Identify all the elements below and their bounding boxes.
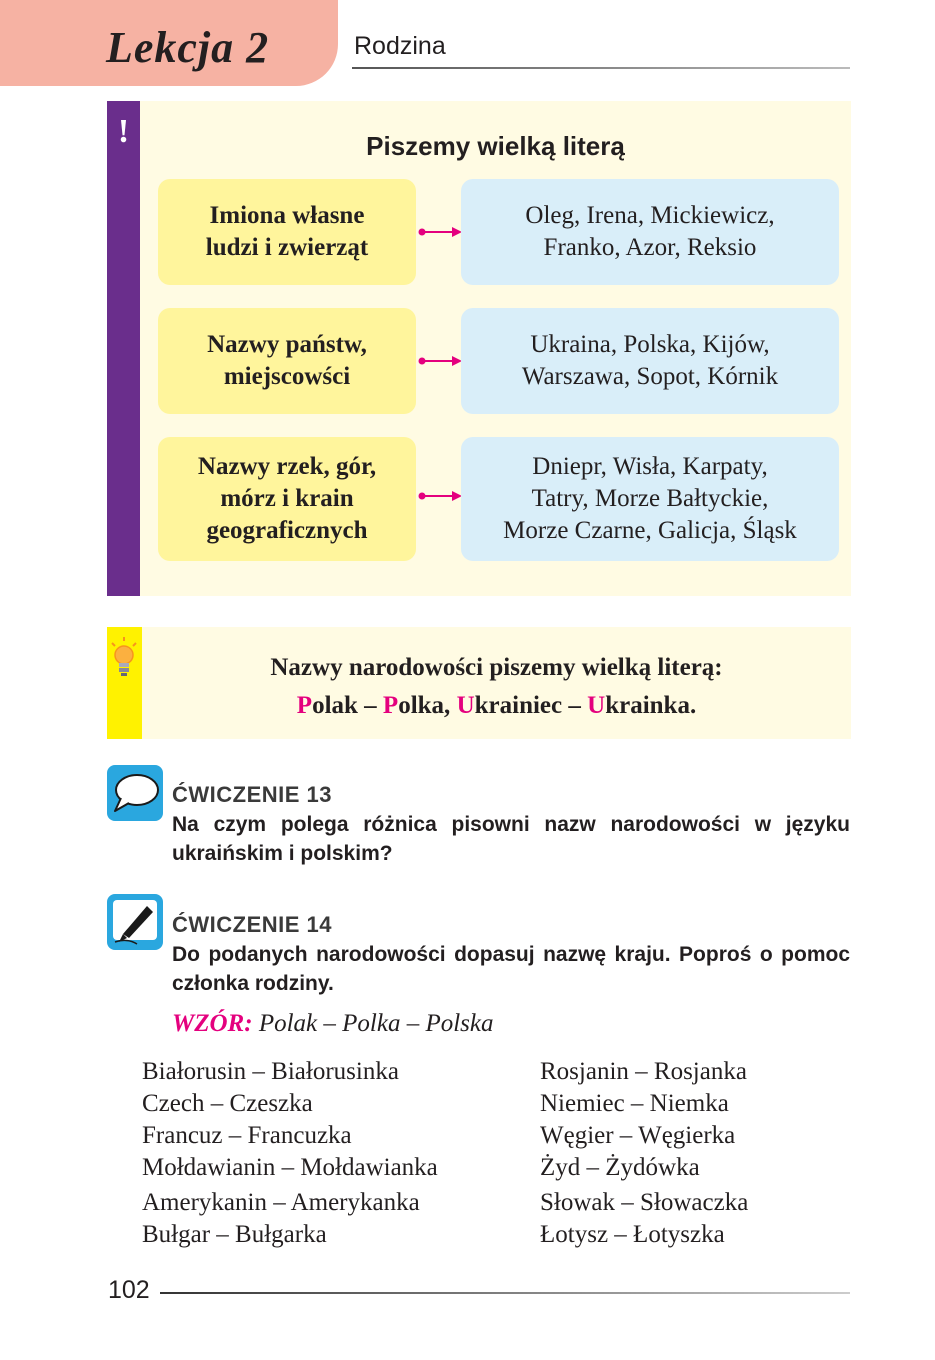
example-line: Oleg, Irena, Mickiewicz, bbox=[525, 202, 775, 229]
capital-initial: U bbox=[456, 692, 475, 719]
tip-line-1: Nazwy narodowości piszemy wielką literą: bbox=[270, 654, 723, 681]
word-rest: olak – bbox=[312, 692, 383, 719]
capital-initial: P bbox=[296, 692, 313, 719]
arrow-right-icon bbox=[418, 354, 462, 368]
topic-title: Rodzina bbox=[354, 32, 446, 60]
category-box-countries bbox=[158, 308, 416, 414]
exercise-13-title: ĆWICZENIE 13 bbox=[172, 782, 333, 807]
page-number: 102 bbox=[108, 1276, 150, 1304]
list-item: Węgier – Węgierka bbox=[540, 1122, 736, 1149]
list-item: Bułgar – Bułgarka bbox=[142, 1221, 327, 1248]
example-line: Ukraina, Polska, Kijów, bbox=[530, 331, 770, 358]
capital-initial: U bbox=[587, 692, 606, 719]
tip-side-bar bbox=[107, 627, 142, 739]
category-line: Nazwy państw, bbox=[207, 331, 367, 358]
list-item: Francuz – Francuzka bbox=[142, 1122, 352, 1149]
examples-box-geography bbox=[461, 437, 839, 561]
list-item: Niemiec – Niemka bbox=[540, 1090, 729, 1117]
example-text: Polak – Polka – Polska bbox=[252, 1010, 494, 1037]
list-item: Łotysz – Łotyszka bbox=[540, 1221, 725, 1248]
exclamation-icon: ! bbox=[117, 113, 130, 150]
pen-icon bbox=[107, 894, 163, 950]
rule-side-bar bbox=[107, 101, 140, 596]
example-line: Morze Czarne, Galicja, Śląsk bbox=[503, 517, 797, 544]
examples-box-names bbox=[461, 179, 839, 285]
tip-box bbox=[107, 627, 851, 739]
lightbulb-icon bbox=[107, 633, 142, 683]
exercise-13-text: Na czym polega różnica pisowni nazw narodowości w języku ukraińskim i polskim? bbox=[172, 813, 850, 865]
category-line: Nazwy rzek, gór, bbox=[197, 453, 377, 480]
rule-heading: Piszemy wielką literą bbox=[366, 131, 625, 161]
exercise-14-text: Do podanych narodowości dopasuj nazwę kraju. Poproś o pomoc członka rodziny. bbox=[172, 943, 850, 995]
rule-box bbox=[107, 101, 851, 596]
list-item: Amerykanin – Amerykanka bbox=[142, 1189, 420, 1216]
list-item: Żyd – Żydówka bbox=[540, 1154, 700, 1181]
topic-underline bbox=[352, 67, 850, 69]
category-box-names bbox=[158, 179, 416, 285]
category-line: miejscowści bbox=[223, 363, 351, 390]
category-box-geography bbox=[158, 437, 416, 561]
tip-text bbox=[142, 649, 851, 725]
list-item: Rosjanin – Rosjanka bbox=[540, 1058, 747, 1085]
example-line: Warszawa, Sopot, Kórnik bbox=[521, 363, 779, 390]
category-line: mórz i krain bbox=[220, 485, 354, 512]
category-line: Imiona własne bbox=[209, 202, 365, 229]
footer-line bbox=[160, 1292, 850, 1294]
word-rest: krainka. bbox=[605, 692, 697, 719]
category-line: ludzi i zwierząt bbox=[205, 234, 369, 261]
word-rest: olka, bbox=[398, 692, 457, 719]
list-item: Czech – Czeszka bbox=[142, 1090, 313, 1117]
word-rest: krainiec – bbox=[474, 692, 588, 719]
capital-initial: P bbox=[382, 692, 399, 719]
list-item: Białorusin – Białorusinka bbox=[142, 1058, 399, 1085]
nationality-list-left bbox=[142, 1056, 438, 1251]
exercise-14-title: ĆWICZENIE 14 bbox=[172, 912, 333, 937]
speech-bubble-icon bbox=[107, 765, 163, 821]
list-item: Mołdawianin – Mołdawianka bbox=[142, 1154, 438, 1181]
example-line: Tatry, Morze Bałtyckie, bbox=[531, 485, 769, 512]
category-line: geograficznych bbox=[206, 517, 368, 544]
nationality-list-right bbox=[540, 1056, 748, 1251]
arrow-right-icon bbox=[418, 489, 462, 503]
arrow-right-icon bbox=[418, 225, 462, 239]
lesson-title: Lekcja 2 bbox=[106, 23, 270, 72]
example-label: WZÓR: bbox=[172, 1010, 253, 1037]
tip-line-2 bbox=[142, 687, 851, 725]
example-pattern bbox=[172, 1010, 493, 1038]
examples-box-countries bbox=[461, 308, 839, 414]
example-line: Dniepr, Wisła, Karpaty, bbox=[532, 453, 768, 480]
example-line: Franko, Azor, Reksio bbox=[543, 234, 757, 261]
list-item: Słowak – Słowaczka bbox=[540, 1189, 749, 1216]
